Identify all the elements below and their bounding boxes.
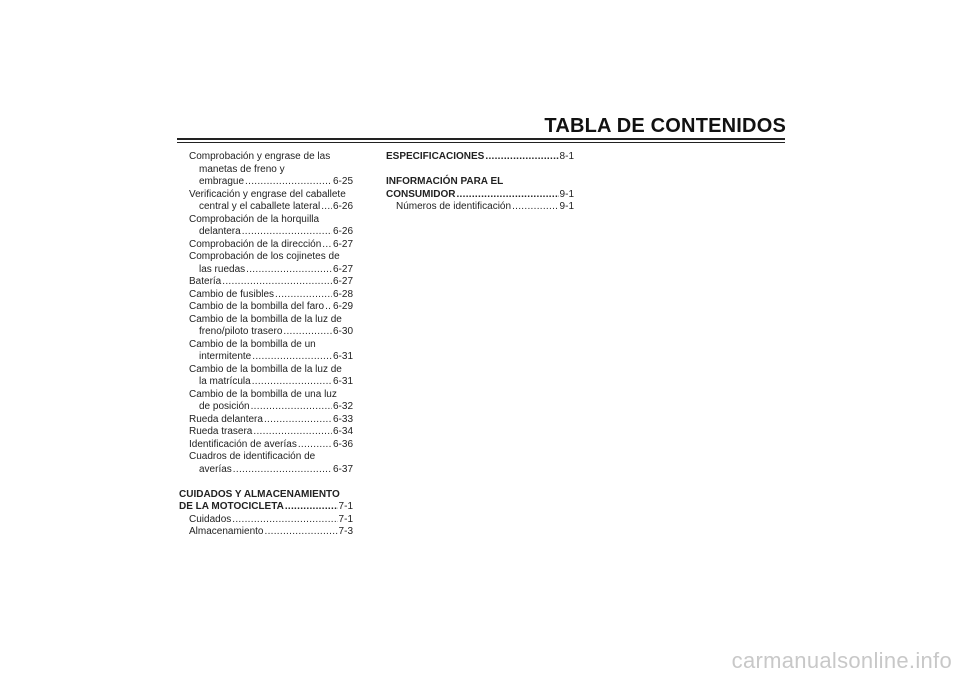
toc-column-right <box>386 151 574 214</box>
toc-text-line: Cambio de la bombilla de la luz de <box>189 313 342 325</box>
toc-entry-label: Batería <box>189 276 222 287</box>
toc-text-line: Comprobación de la horquilla <box>189 213 320 225</box>
toc-entry[interactable] <box>179 464 353 477</box>
toc-page-number: 6-26 <box>332 226 353 237</box>
toc-entry-label: Identificación de averías <box>189 438 297 450</box>
toc-text-line: Cuadros de identificación de <box>189 451 316 462</box>
toc-entry[interactable] <box>179 514 353 527</box>
toc-text-line: manetas de freno y <box>199 163 285 175</box>
toc-entry-label: las ruedas <box>199 263 246 275</box>
toc-leader-dots <box>233 464 332 477</box>
toc-entry[interactable] <box>179 176 353 189</box>
toc-entry-label: CONSUMIDOR <box>386 188 456 200</box>
toc-leader-dots <box>253 426 332 439</box>
toc-entry-label: Cuidados <box>189 513 232 525</box>
toc-leader-dots <box>325 301 332 314</box>
section-spacer <box>179 476 353 489</box>
toc-leader-dots <box>251 401 332 414</box>
toc-entry[interactable] <box>179 426 353 439</box>
toc-leader-dots <box>285 501 338 514</box>
toc-text-line: Comprobación y engrase de las <box>189 151 331 162</box>
toc-entry-label: delantera <box>199 226 241 237</box>
toc-entry[interactable] <box>179 439 353 452</box>
toc-text-line: Comprobación de los cojinetes de <box>189 251 340 262</box>
toc-page-number: 7-1 <box>338 501 353 512</box>
toc-page-number: 6-32 <box>332 401 353 412</box>
toc-entry-label: Números de identificación <box>396 201 512 212</box>
toc-entry[interactable] <box>179 289 353 302</box>
toc-leader-dots <box>264 526 337 539</box>
toc-entry[interactable] <box>179 264 353 277</box>
toc-entry[interactable] <box>179 351 353 364</box>
toc-entry[interactable] <box>386 189 574 202</box>
toc-text-line: Cambio de la bombilla de un <box>189 338 316 350</box>
toc-page-number: 7-3 <box>338 526 353 537</box>
toc-text-line: Cambio de la bombilla de una luz <box>189 388 337 400</box>
toc-text-line: Cambio de la bombilla de la luz de <box>189 363 342 375</box>
toc-page-number: 6-25 <box>332 176 353 187</box>
toc-entry[interactable] <box>179 226 353 239</box>
toc-column-left <box>179 151 353 539</box>
toc-leader-dots <box>246 264 332 277</box>
toc-page-number: 6-31 <box>332 376 353 387</box>
toc-entry-label: Cambio de la bombilla del faro <box>189 301 325 312</box>
toc-entry[interactable] <box>386 201 574 214</box>
toc-page-number: 6-28 <box>332 288 353 300</box>
toc-page-number: 6-31 <box>332 351 353 362</box>
toc-entry[interactable] <box>179 301 353 314</box>
toc-entry[interactable] <box>179 526 353 539</box>
toc-entry[interactable] <box>179 326 353 339</box>
title-rule-thin <box>177 142 785 143</box>
toc-page-number: 6-36 <box>332 438 353 450</box>
toc-entry-label: central y el caballete lateral <box>199 201 321 212</box>
toc-entry-label: Cambio de fusibles <box>189 288 275 300</box>
toc-entry[interactable] <box>179 276 353 289</box>
toc-page-number: 6-33 <box>332 413 353 425</box>
toc-entry-label: embrague <box>199 176 245 187</box>
toc-page-number: 6-29 <box>332 301 353 312</box>
toc-page-number: 9-1 <box>559 201 574 212</box>
toc-entry-label: de posición <box>199 401 250 412</box>
toc-page-number: 9-1 <box>559 188 574 200</box>
toc-leader-dots <box>242 226 332 239</box>
toc-leader-dots <box>321 201 332 214</box>
toc-entry-label: Rueda trasera <box>189 426 253 437</box>
watermark: carmanualsonline.info <box>731 648 952 673</box>
toc-page-number: 6-34 <box>332 426 353 437</box>
toc-page-number: 7-1 <box>338 513 353 525</box>
toc-leader-dots <box>252 351 332 364</box>
toc-page-number: 6-27 <box>332 276 353 287</box>
section-heading: CUIDADOS Y ALMACENAMIENTO <box>179 488 340 500</box>
toc-leader-dots <box>485 151 558 164</box>
toc-page-number: 6-26 <box>332 201 353 212</box>
section-heading: INFORMACIÓN PARA EL <box>386 176 504 187</box>
toc-leader-dots <box>298 439 332 452</box>
toc-entry[interactable] <box>179 414 353 427</box>
toc-leader-dots <box>232 514 337 527</box>
toc-page-number: 6-30 <box>332 326 353 337</box>
toc-page-number: 8-1 <box>559 151 574 162</box>
toc-page-number: 6-37 <box>332 463 353 475</box>
toc-entry-label: Comprobación de la dirección <box>189 238 322 250</box>
toc-entry[interactable] <box>179 239 353 252</box>
toc-entry-label: freno/piloto trasero <box>199 326 283 337</box>
toc-entry[interactable] <box>179 501 353 514</box>
toc-leader-dots <box>283 326 332 339</box>
toc-entry[interactable] <box>386 151 574 164</box>
toc-page-number: 6-27 <box>332 238 353 250</box>
toc-text-line: Verificación y engrase del caballete <box>189 188 346 200</box>
toc-page-number: 6-27 <box>332 263 353 275</box>
toc-entry-label: Almacenamiento <box>189 526 264 537</box>
toc-entry[interactable] <box>179 376 353 389</box>
toc-entry-label: DE LA MOTOCICLETA <box>179 501 284 512</box>
section-spacer <box>386 164 574 177</box>
toc-entry-label: averías <box>199 463 232 475</box>
toc-entry-label: la matrícula <box>199 376 251 387</box>
toc-leader-dots <box>456 189 558 202</box>
toc-entry-label: Rueda delantera <box>189 413 263 425</box>
toc-entry-label: intermitente <box>199 351 252 362</box>
toc-leader-dots <box>222 276 332 289</box>
toc-leader-dots <box>512 201 558 214</box>
toc-leader-dots <box>252 376 332 389</box>
toc-leader-dots <box>245 176 332 189</box>
toc-entry[interactable] <box>179 201 353 214</box>
toc-leader-dots <box>322 239 332 252</box>
toc-leader-dots <box>275 289 332 302</box>
title-rule-thick <box>177 138 785 140</box>
page-title: TABLA DE CONTENIDOS <box>544 115 786 137</box>
toc-leader-dots <box>264 414 332 427</box>
toc-entry-label: ESPECIFICACIONES <box>386 151 485 162</box>
toc-entry[interactable] <box>179 401 353 414</box>
